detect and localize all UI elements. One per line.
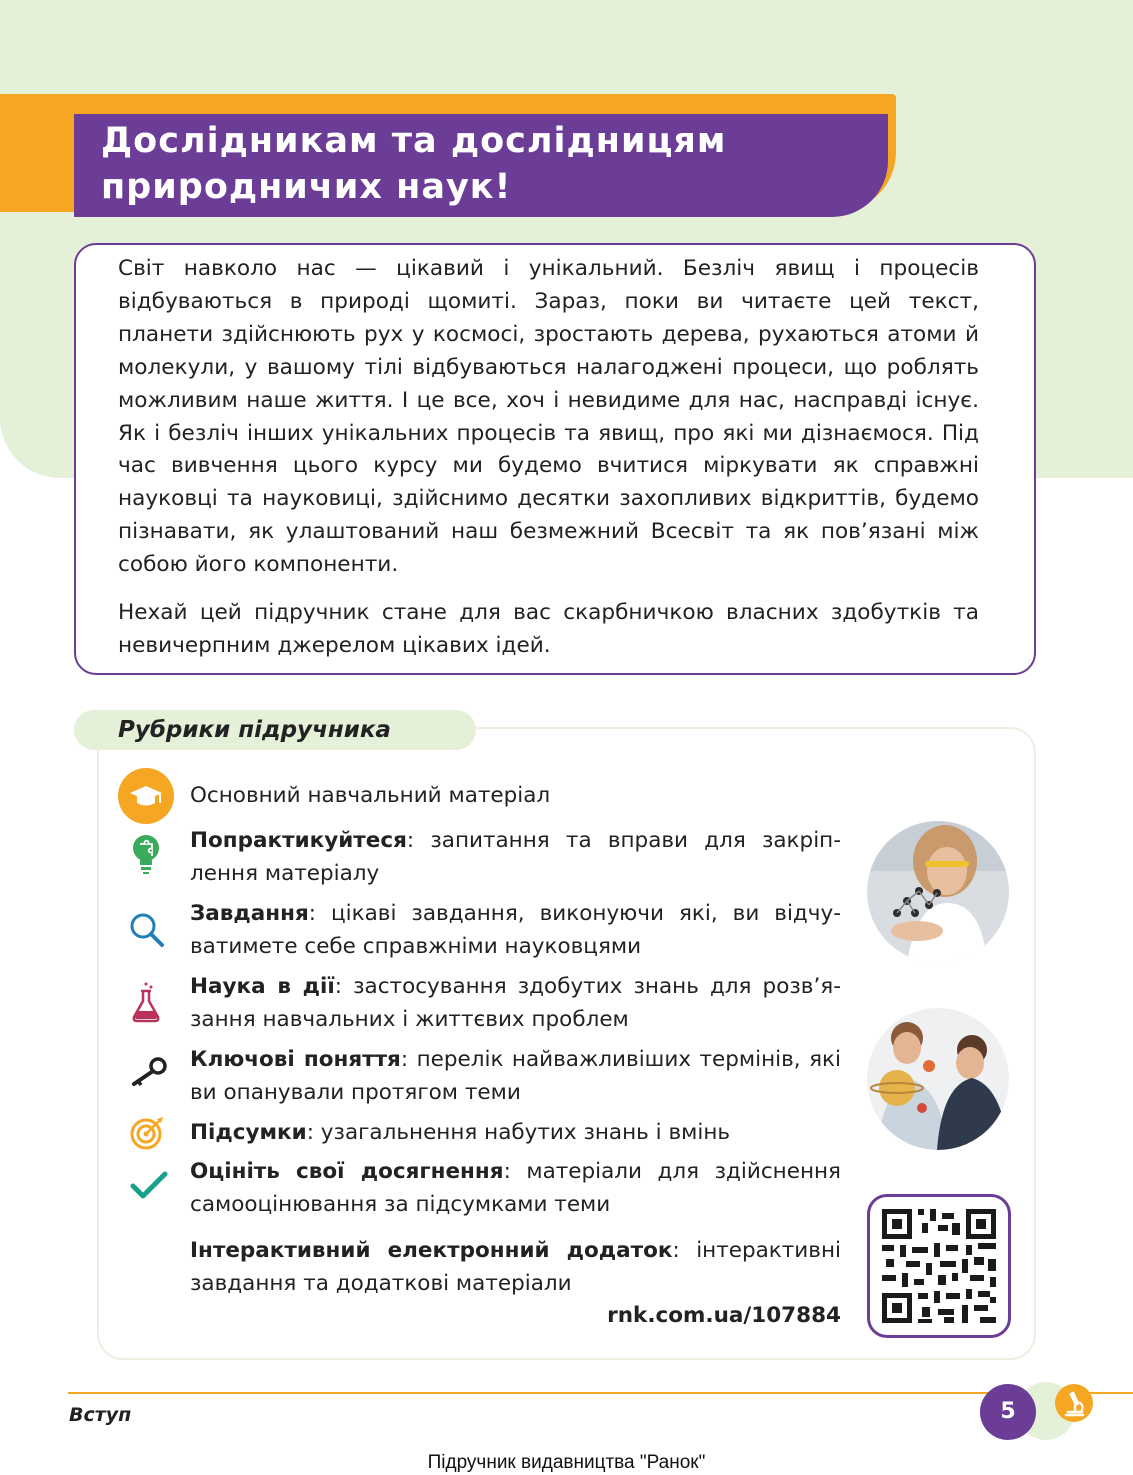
- key-icon: [128, 1054, 168, 1088]
- rubric-label: Підсумки: [190, 1120, 307, 1145]
- page-title-line2: природничих наук!: [101, 167, 512, 207]
- qr-code-frame[interactable]: [867, 1194, 1011, 1338]
- checkmark-icon: [129, 1170, 169, 1202]
- photo-girl-molecule: [867, 821, 1009, 963]
- rubric-item-summary: [190, 1117, 841, 1150]
- rubric-item-key-terms: [190, 1044, 841, 1109]
- lightbulb-puzzle-icon: [128, 832, 164, 876]
- rubric-item-science-in-action: [190, 971, 841, 1036]
- rubric-text: Основний навчальний матеріал: [190, 783, 551, 808]
- rubric-label: Оцініть свої досягнення: [190, 1159, 504, 1184]
- rubric-label: Ключові поняття: [190, 1047, 401, 1072]
- page-title: [101, 118, 861, 210]
- rubric-item-tasks: [190, 898, 841, 963]
- flask-icon: [129, 981, 163, 1023]
- footer-divider: [68, 1392, 1133, 1394]
- rubric-text: : перелік найважливіших термінів, які ви опанували протягом теми: [190, 1047, 841, 1105]
- rubric-item-self-assessment: [190, 1156, 841, 1221]
- page-title-line1: Дослідникам та дослідницям: [101, 121, 727, 161]
- target-icon: [129, 1115, 165, 1151]
- rubric-label: Інтерактивний електронний додаток: [190, 1238, 673, 1263]
- rubric-item-main: [190, 780, 841, 813]
- intro-paragraph-1: Світ навколо нас — цікавий і унікальний. Безліч явищ і процесів відбуваються в природі щомиті. Зараз, поки ви читаєте цей текст, планети здійснюють рух у космосі, зростають дерева, рухаються атоми й молекули, у вашому тілі відбуваються налагоджені процеси, що роблять можливим наше життя. І це все, хоч і невидиме для нас, насправді існує. Як і безліч інших унікальних процесів та явищ, про які ми дізнаємося. Під час вивчення цього курсу ми будемо вчитися міркувати як справжні науковці та науковиці, здійснимо десятки захопливих відкриттів, будемо пізнавати, як улаштований наш безмежний Всесвіт та як пов’язані між собою його компоненти.: [118, 256, 979, 578]
- rubric-text: : цікаві завдання, виконуючи які, ви відчуватимете себе справжніми науковцями: [190, 901, 841, 959]
- rubric-label: Попрактикуйтеся: [190, 828, 407, 853]
- magnifier-icon: [127, 910, 167, 950]
- footer-section-label: Вступ: [69, 1404, 132, 1426]
- photo-boys-planets: [867, 1008, 1009, 1150]
- rubric-text: : узагальнення набутих знань і вмінь: [306, 1120, 731, 1145]
- rubric-text: : інтерактивні завдання та додаткові матеріали: [190, 1238, 841, 1296]
- qr-code: [870, 1197, 1008, 1335]
- page-number: 5: [980, 1384, 1036, 1440]
- rubric-item-interactive: [190, 1235, 841, 1300]
- interactive-link[interactable]: rnk.com.ua/107884: [607, 1303, 841, 1328]
- rubric-text: : застосування здобутих знань для розв’язання навчальних і життєвих проблем: [190, 974, 841, 1032]
- rubrics-title: Рубрики підручника: [118, 717, 391, 743]
- graduation-cap-icon: [118, 768, 174, 824]
- microscope-icon: [1055, 1384, 1093, 1422]
- rubric-label: Наука в дії: [190, 974, 335, 999]
- rubric-text: : запитання та вправи для закріплення матеріалу: [190, 828, 841, 886]
- rubric-text: : матеріали для здійснення самооцінювання за підсумками теми: [190, 1159, 841, 1217]
- publisher-note: Підручник видавництва "Ранок": [427, 1452, 706, 1473]
- rubric-item-practice: [190, 825, 841, 890]
- intro-paragraph-2: Нехай цей підручник стане для вас скарбничкою власних здобутків та невичерпним джерелом цікавих ідей.: [118, 600, 979, 658]
- rubric-label: Завдання: [190, 901, 309, 926]
